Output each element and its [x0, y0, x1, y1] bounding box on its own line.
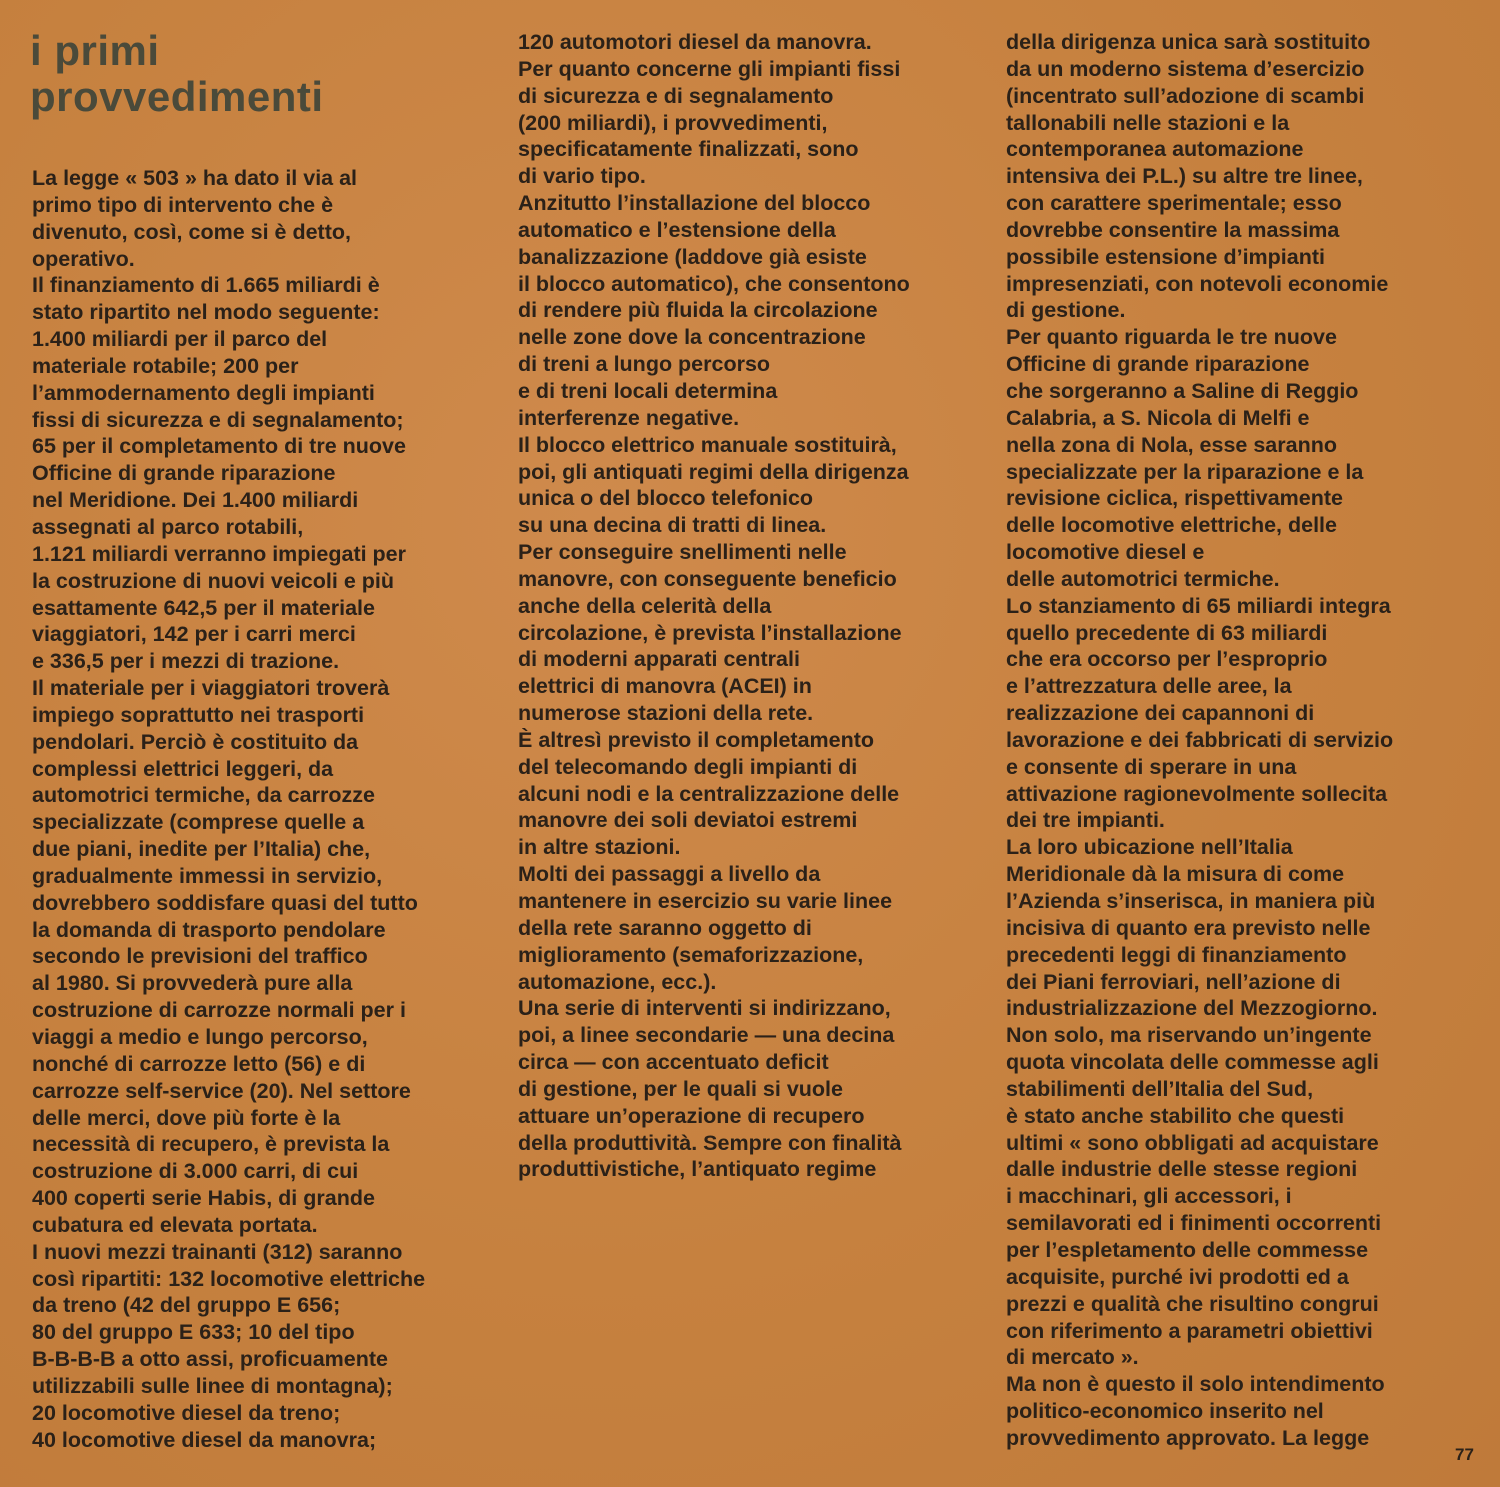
text-line: l’Azienda s’inserisca, in maniera più	[1006, 889, 1376, 913]
text-line: delle automotrici termiche.	[1006, 566, 1280, 591]
text-line: (incentrato sull’adozione di scambi	[1006, 83, 1365, 108]
text-line: dalle industrie delle stesse regioni	[1006, 1157, 1358, 1182]
text-line: divenuto, così, come si è detto,	[32, 219, 351, 244]
text-line: del telecomando degli impianti di	[518, 754, 858, 779]
text-line: politico-economico inserito nel	[1006, 1399, 1324, 1424]
text-line: incisiva di quanto era previsto nelle	[1006, 915, 1371, 940]
text-line: automatico e l’estensione della	[518, 217, 836, 242]
page-number: 77	[1455, 1445, 1474, 1464]
text-line: 40 locomotive diesel da manovra;	[32, 1427, 377, 1452]
text-line: Per quanto riguarda le tre nuove	[1006, 325, 1337, 350]
text-line: nonché di carrozze letto (56) e di	[32, 1051, 366, 1076]
text-line: automotrici termiche, da carrozze	[32, 783, 375, 808]
text-line: i macchinari, gli accessori, i	[1006, 1184, 1292, 1209]
text-line: Ma non è questo il solo intendimento	[1006, 1372, 1385, 1397]
text-line: dovrebbero soddisfare quasi del tutto	[32, 890, 418, 915]
text-line: di rendere più fluida la circolazione	[518, 298, 878, 323]
text-line: Non solo, ma riservando un’ingente	[1006, 1023, 1372, 1048]
text-line: nel Meridione. Dei 1.400 miliardi	[32, 488, 359, 513]
text-line: nella zona di Nola, esse saranno	[1006, 432, 1337, 457]
text-line: della produttività. Sempre con finalità	[518, 1130, 902, 1155]
text-line: 1.400 miliardi per il parco del	[32, 327, 328, 352]
text-line: esattamente 642,5 per il materiale	[32, 595, 375, 620]
text-line: ultimi « sono obbligati ad acquistare	[1006, 1130, 1379, 1155]
text-line: banalizzazione (laddove già esiste	[518, 244, 867, 269]
text-line: Calabria, a S. Nicola di Melfi e	[1006, 405, 1310, 430]
text-line: possibile estensione d’impianti	[1006, 244, 1325, 269]
text-line: di gestione.	[1006, 298, 1126, 323]
text-line: il blocco automatico), che consentono	[518, 271, 910, 296]
text-line: interferenze negative.	[518, 405, 740, 430]
text-line: gradualmente immessi in servizio,	[32, 863, 383, 888]
text-line: cubatura ed elevata portata.	[32, 1212, 318, 1237]
text-line: specializzate per la riparazione e la	[1006, 459, 1364, 484]
text-line: di moderni apparati centrali	[518, 647, 800, 672]
title-line: provvedimenti	[30, 73, 324, 120]
text-line: elettrici di manovra (ACEI) in	[518, 674, 812, 699]
text-line: che sorgeranno a Saline di Reggio	[1006, 378, 1359, 403]
section-title	[30, 28, 324, 120]
text-line: delle locomotive elettriche, delle	[1006, 513, 1337, 538]
text-line: Molti dei passaggi a livello da	[518, 862, 821, 887]
text-line: Una serie di interventi si indirizzano,	[518, 996, 891, 1021]
text-line: così ripartiti: 132 locomotive elettriche	[32, 1266, 426, 1291]
text-line: circa — con accentuato deficit	[518, 1050, 829, 1075]
text-line: automazione, ecc.).	[518, 969, 717, 994]
text-line: necessità di recupero, è prevista la	[32, 1132, 390, 1157]
text-line: anche della celerità della	[518, 593, 772, 618]
text-line: viaggi a medio e lungo percorso,	[32, 1025, 368, 1049]
text-line: contemporanea automazione	[1006, 137, 1304, 162]
text-line: Per conseguire snellimenti nelle	[518, 540, 847, 565]
text-line: poi, a linee secondarie — una decina	[518, 1023, 895, 1048]
text-line: al 1980. Si provvederà pure alla	[32, 971, 353, 996]
text-line: viaggiatori, 142 per i carri merci	[32, 622, 356, 647]
text-line: e consente di sperare in una	[1006, 754, 1297, 779]
text-line: Il blocco elettrico manuale sostituirà,	[518, 432, 897, 457]
text-line: Per quanto concerne gli impianti fissi	[518, 56, 901, 81]
text-line: 400 coperti serie Habis, di grande	[32, 1186, 375, 1211]
text-line: Il finanziamento di 1.665 miliardi è	[32, 273, 380, 298]
text-column-3	[1006, 29, 1476, 1452]
text-line: della dirigenza unica sarà sostituito	[1006, 30, 1371, 54]
title-line: i primi	[30, 27, 160, 74]
text-line: dovrebbe consentire la massima	[1006, 217, 1340, 242]
text-line: produttivistiche, l’antiquato regime	[518, 1157, 877, 1182]
text-line: manovre, con conseguente beneficio	[518, 566, 897, 591]
text-column-1	[32, 165, 502, 1454]
text-line: nelle zone dove la concentrazione	[518, 325, 866, 350]
text-line: revisione ciclica, rispettivamente	[1006, 486, 1343, 511]
text-line: manovre dei soli deviatoi estremi	[518, 808, 858, 833]
text-line: la costruzione di nuovi veicoli e più	[32, 568, 394, 593]
text-line: (200 miliardi), i provvedimenti,	[518, 110, 828, 135]
text-line: precedenti leggi di finanziamento	[1006, 942, 1347, 967]
text-line: lavorazione e dei fabbricati di servizio	[1006, 727, 1394, 752]
text-line: I nuovi mezzi trainanti (312) saranno	[32, 1239, 403, 1264]
text-line: 1.121 miliardi verranno impiegati per	[32, 541, 407, 566]
text-line: e l’attrezzatura delle aree, la	[1006, 674, 1292, 699]
text-line: Il materiale per i viaggiatori troverà	[32, 676, 390, 701]
text-line: numerose stazioni della rete.	[518, 701, 814, 726]
text-line: tallonabili nelle stazioni e la	[1006, 110, 1290, 135]
text-line: l’ammodernamento degli impianti	[32, 380, 375, 405]
text-line: 65 per il completamento di tre nuove	[32, 434, 406, 459]
text-line: specializzate (comprese quelle a	[32, 810, 365, 835]
text-line: attuare un’operazione di recupero	[518, 1103, 865, 1128]
text-line: costruzione di carrozze normali per i	[32, 998, 406, 1023]
text-line: 20 locomotive diesel da treno;	[32, 1400, 341, 1425]
text-line: delle merci, dove più forte è la	[32, 1105, 341, 1130]
text-line: impiego soprattutto nei trasporti	[32, 702, 365, 727]
text-line: stabilimenti dell’Italia del Sud,	[1006, 1076, 1314, 1101]
text-line: di treni a lungo percorso	[518, 352, 771, 377]
text-line: provvedimento approvato. La legge	[1006, 1425, 1370, 1450]
text-line: locomotive diesel e	[1006, 540, 1205, 565]
text-line: e 336,5 per i mezzi di trazione.	[32, 649, 340, 674]
text-line: poi, gli antiquati regimi della dirigenza	[518, 459, 909, 484]
text-line: su una decina di tratti di linea.	[518, 513, 827, 538]
text-line: di gestione, per le quali si vuole	[518, 1076, 843, 1101]
text-line: quello precedente di 63 miliardi	[1006, 620, 1328, 645]
text-line: operativo.	[32, 246, 135, 271]
text-line: con carattere sperimentale; esso	[1006, 191, 1342, 216]
text-line: e di treni locali determina	[518, 378, 778, 403]
text-line: industrializzazione del Mezzogiorno.	[1006, 996, 1378, 1021]
text-line: secondo le previsioni del traffico	[32, 944, 368, 969]
text-line: È altresì previsto il completamento	[518, 727, 875, 752]
text-line: dei tre impianti.	[1006, 808, 1165, 833]
text-line: Officine di grande riparazione	[1006, 352, 1310, 377]
text-line: di sicurezza e di segnalamento	[518, 83, 834, 108]
text-line: Anzitutto l’installazione del blocco	[518, 191, 871, 216]
text-line: quota vincolata delle commesse agli	[1006, 1050, 1379, 1075]
text-line: di vario tipo.	[518, 164, 646, 189]
text-line: stato ripartito nel modo seguente:	[32, 300, 380, 325]
text-line: Meridionale dà la misura di come	[1006, 862, 1345, 887]
text-line: in altre stazioni.	[518, 835, 681, 860]
text-line: unica o del blocco telefonico	[518, 486, 814, 511]
text-line: intensiva dei P.L.) su altre tre linee,	[1006, 164, 1363, 189]
text-line: alcuni nodi e la centralizzazione delle	[518, 781, 900, 806]
text-line: pendolari. Perciò è costituito da	[32, 729, 359, 754]
text-line: realizzazione dei capannoni di	[1006, 701, 1315, 726]
text-line: è stato anche stabilito che questi	[1006, 1103, 1345, 1128]
text-line: con riferimento a parametri obiettivi	[1006, 1318, 1373, 1343]
text-line: per l’espletamento delle commesse	[1006, 1237, 1369, 1262]
text-line: La legge « 503 » ha dato il via al	[32, 166, 358, 190]
text-line: materiale rotabile; 200 per	[32, 353, 299, 378]
text-line: prezzi e qualità che risultino congrui	[1006, 1291, 1379, 1316]
text-line: costruzione di 3.000 carri, di cui	[32, 1159, 359, 1184]
text-line: attivazione ragionevolmente sollecita	[1006, 781, 1388, 806]
text-line: dei Piani ferroviari, nell’azione di	[1006, 969, 1341, 994]
text-line: primo tipo di intervento che è	[32, 192, 334, 217]
text-line: della rete saranno oggetto di	[518, 915, 812, 940]
text-line: utilizzabili sulle linee di montagna);	[32, 1373, 393, 1398]
text-line: carrozze self-service (20). Nel settore	[32, 1078, 411, 1103]
text-line: mantenere in esercizio su varie linee	[518, 889, 893, 913]
text-line: di mercato ».	[1006, 1345, 1139, 1370]
text-line: la domanda di trasporto pendolare	[32, 917, 386, 942]
text-line: da un moderno sistema d’esercizio	[1006, 56, 1365, 81]
text-line: impresenziati, con notevoli economie	[1006, 271, 1389, 296]
text-line: semilavorati ed i finimenti occorrenti	[1006, 1211, 1382, 1236]
text-line: complessi elettrici leggeri, da	[32, 756, 334, 781]
text-line: 120 automotori diesel da manovra.	[518, 30, 872, 54]
text-column-2	[518, 29, 988, 1183]
text-line: che era occorso per l’esproprio	[1006, 647, 1328, 672]
text-line: due piani, inedite per l’Italia) che,	[32, 837, 371, 862]
text-line: circolazione, è prevista l’installazione	[518, 620, 902, 645]
text-line: assegnati al parco rotabili,	[32, 514, 304, 539]
text-line: Officine di grande riparazione	[32, 461, 336, 486]
text-line: 80 del gruppo E 633; 10 del tipo	[32, 1320, 355, 1345]
text-line: B-B-B-B a otto assi, proficuamente	[32, 1347, 388, 1372]
text-line: fissi di sicurezza e di segnalamento;	[32, 407, 404, 432]
text-line: miglioramento (semaforizzazione,	[518, 942, 864, 967]
text-line: da treno (42 del gruppo E 656;	[32, 1293, 341, 1318]
text-line: La loro ubicazione nell’Italia	[1006, 835, 1293, 860]
text-line: specificatamente finalizzati, sono	[518, 137, 859, 162]
text-line: acquisite, purché ivi prodotti ed a	[1006, 1264, 1349, 1289]
text-line: Lo stanziamento di 65 miliardi integra	[1006, 593, 1391, 618]
